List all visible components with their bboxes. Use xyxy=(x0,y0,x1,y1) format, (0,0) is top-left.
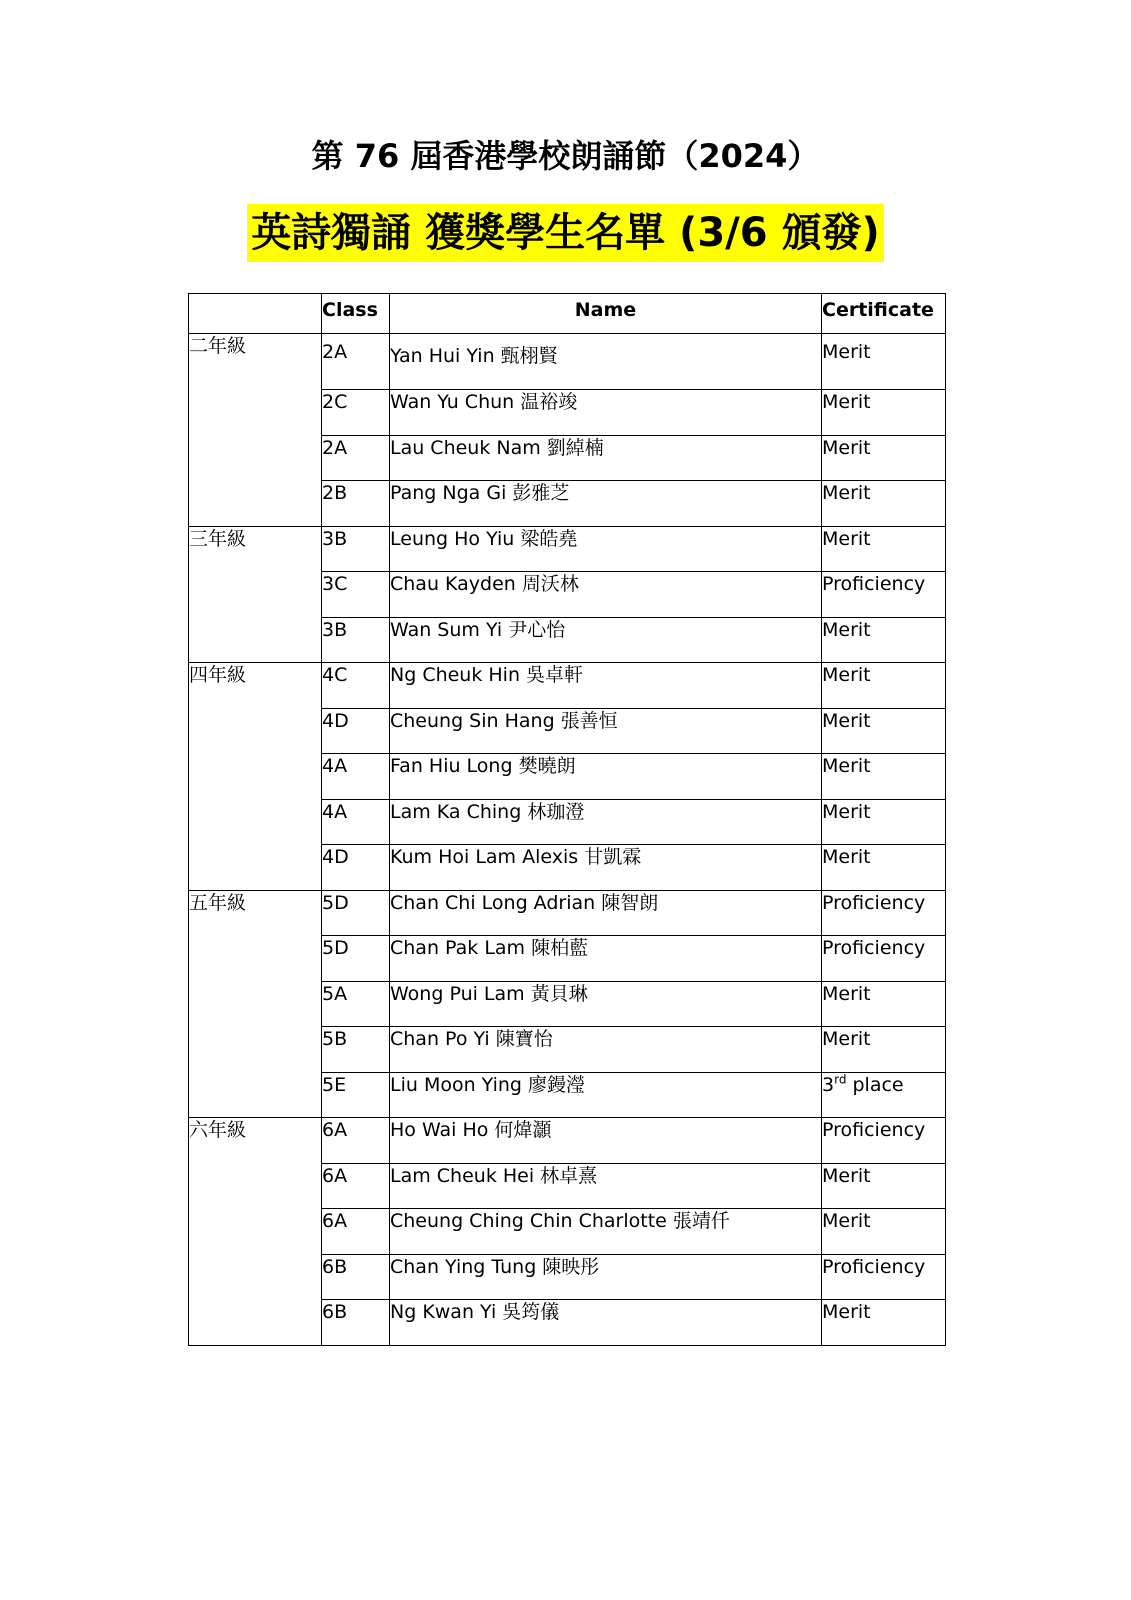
certificate-cell: Merit xyxy=(822,981,946,1027)
class-cell: 4D xyxy=(322,708,390,754)
certificate-place-text: place xyxy=(846,1073,904,1096)
class-cell: 4A xyxy=(322,799,390,845)
certificate-ordinal: 3 xyxy=(822,1073,835,1096)
awards-table-body xyxy=(189,334,946,1346)
grade-label: 六年級 xyxy=(189,1118,322,1346)
student-name-cell: Leung Ho Yiu 梁皓堯 xyxy=(390,526,822,572)
student-name-cell: Lam Ka Ching 林珈澄 xyxy=(390,799,822,845)
certificate-cell: Merit xyxy=(822,334,946,390)
class-cell: 5A xyxy=(322,981,390,1027)
certificate-cell: Merit xyxy=(822,526,946,572)
class-cell: 2C xyxy=(322,390,390,436)
class-cell: 5E xyxy=(322,1072,390,1118)
class-cell: 3B xyxy=(322,617,390,663)
certificate-cell: Proficiency xyxy=(822,572,946,618)
header-grade xyxy=(189,294,322,334)
certificate-cell: Merit xyxy=(822,1300,946,1346)
student-name-cell: Cheung Sin Hang 張善恒 xyxy=(390,708,822,754)
class-cell: 3B xyxy=(322,526,390,572)
class-cell: 6A xyxy=(322,1163,390,1209)
header-certificate: Certificate xyxy=(822,294,946,334)
page-title: 第 76 屆香港學校朗誦節（2024） xyxy=(311,137,820,175)
class-cell: 6A xyxy=(322,1209,390,1255)
certificate-cell: Merit xyxy=(822,481,946,527)
student-name-cell: Wan Yu Chun 温裕竣 xyxy=(390,390,822,436)
certificate-cell: Merit xyxy=(822,663,946,709)
certificate-cell: Proficiency xyxy=(822,1118,946,1164)
awards-table xyxy=(188,293,946,1346)
student-name-cell: Yan Hui Yin 甄栩賢 xyxy=(390,334,822,390)
certificate-cell: Proficiency xyxy=(822,890,946,936)
student-name-cell: Ho Wai Ho 何煒灝 xyxy=(390,1118,822,1164)
student-name-cell: Chan Pak Lam 陳柏藍 xyxy=(390,936,822,982)
table-row xyxy=(189,890,946,936)
student-name-cell: Chan Ying Tung 陳映彤 xyxy=(390,1254,822,1300)
class-cell: 2A xyxy=(322,435,390,481)
student-name-cell: Ng Kwan Yi 吳筠儀 xyxy=(390,1300,822,1346)
table-row xyxy=(189,1118,946,1164)
class-cell: 3C xyxy=(322,572,390,618)
certificate-cell: Merit xyxy=(822,1209,946,1255)
student-name-cell: Chau Kayden 周沃林 xyxy=(390,572,822,618)
class-cell: 5D xyxy=(322,936,390,982)
header-class: Class xyxy=(322,294,390,334)
grade-label: 二年級 xyxy=(189,334,322,527)
student-name-cell: Chan Po Yi 陳寶怡 xyxy=(390,1027,822,1073)
class-cell: 4D xyxy=(322,845,390,891)
certificate-cell: Merit xyxy=(822,1163,946,1209)
student-name-cell: Liu Moon Ying 廖鏝瀅 xyxy=(390,1072,822,1118)
certificate-cell: Merit xyxy=(822,435,946,481)
certificate-cell: Merit xyxy=(822,708,946,754)
certificate-cell xyxy=(822,1072,946,1118)
student-name-cell: Chan Chi Long Adrian 陳智朗 xyxy=(390,890,822,936)
page-subtitle: 英詩獨誦 獲獎學生名單 (3/6 頒發) xyxy=(247,204,884,262)
certificate-cell: Merit xyxy=(822,617,946,663)
table-row xyxy=(189,526,946,572)
certificate-cell: Merit xyxy=(822,799,946,845)
certificate-cell: Proficiency xyxy=(822,936,946,982)
certificate-cell: Merit xyxy=(822,1027,946,1073)
student-name-cell: Lam Cheuk Hei 林卓熹 xyxy=(390,1163,822,1209)
certificate-cell: Merit xyxy=(822,754,946,800)
student-name-cell: Kum Hoi Lam Alexis 甘凱霖 xyxy=(390,845,822,891)
class-cell: 6B xyxy=(322,1254,390,1300)
table-header-row xyxy=(189,294,946,334)
student-name-cell: Ng Cheuk Hin 吳卓軒 xyxy=(390,663,822,709)
grade-label: 三年級 xyxy=(189,526,322,663)
class-cell: 5D xyxy=(322,890,390,936)
student-name-cell: Fan Hiu Long 樊曉朗 xyxy=(390,754,822,800)
certificate-ordinal-suffix: rd xyxy=(834,1072,847,1087)
table-row xyxy=(189,334,946,390)
class-cell: 6B xyxy=(322,1300,390,1346)
class-cell: 6A xyxy=(322,1118,390,1164)
certificate-cell: Merit xyxy=(822,390,946,436)
student-name-cell: Lau Cheuk Nam 劉綽楠 xyxy=(390,435,822,481)
class-cell: 2A xyxy=(322,334,390,390)
certificate-cell: Proficiency xyxy=(822,1254,946,1300)
class-cell: 2B xyxy=(322,481,390,527)
student-name-cell: Wong Pui Lam 黃貝琳 xyxy=(390,981,822,1027)
grade-label: 五年級 xyxy=(189,890,322,1118)
table-row xyxy=(189,663,946,709)
student-name-cell: Pang Nga Gi 彭雅芝 xyxy=(390,481,822,527)
class-cell: 4A xyxy=(322,754,390,800)
class-cell: 4C xyxy=(322,663,390,709)
grade-label: 四年級 xyxy=(189,663,322,891)
student-name-cell: Wan Sum Yi 尹心怡 xyxy=(390,617,822,663)
student-name-cell: Cheung Ching Chin Charlotte 張靖仟 xyxy=(390,1209,822,1255)
certificate-cell: Merit xyxy=(822,845,946,891)
subtitle-container xyxy=(0,204,1131,262)
header-name: Name xyxy=(390,294,822,334)
class-cell: 5B xyxy=(322,1027,390,1073)
